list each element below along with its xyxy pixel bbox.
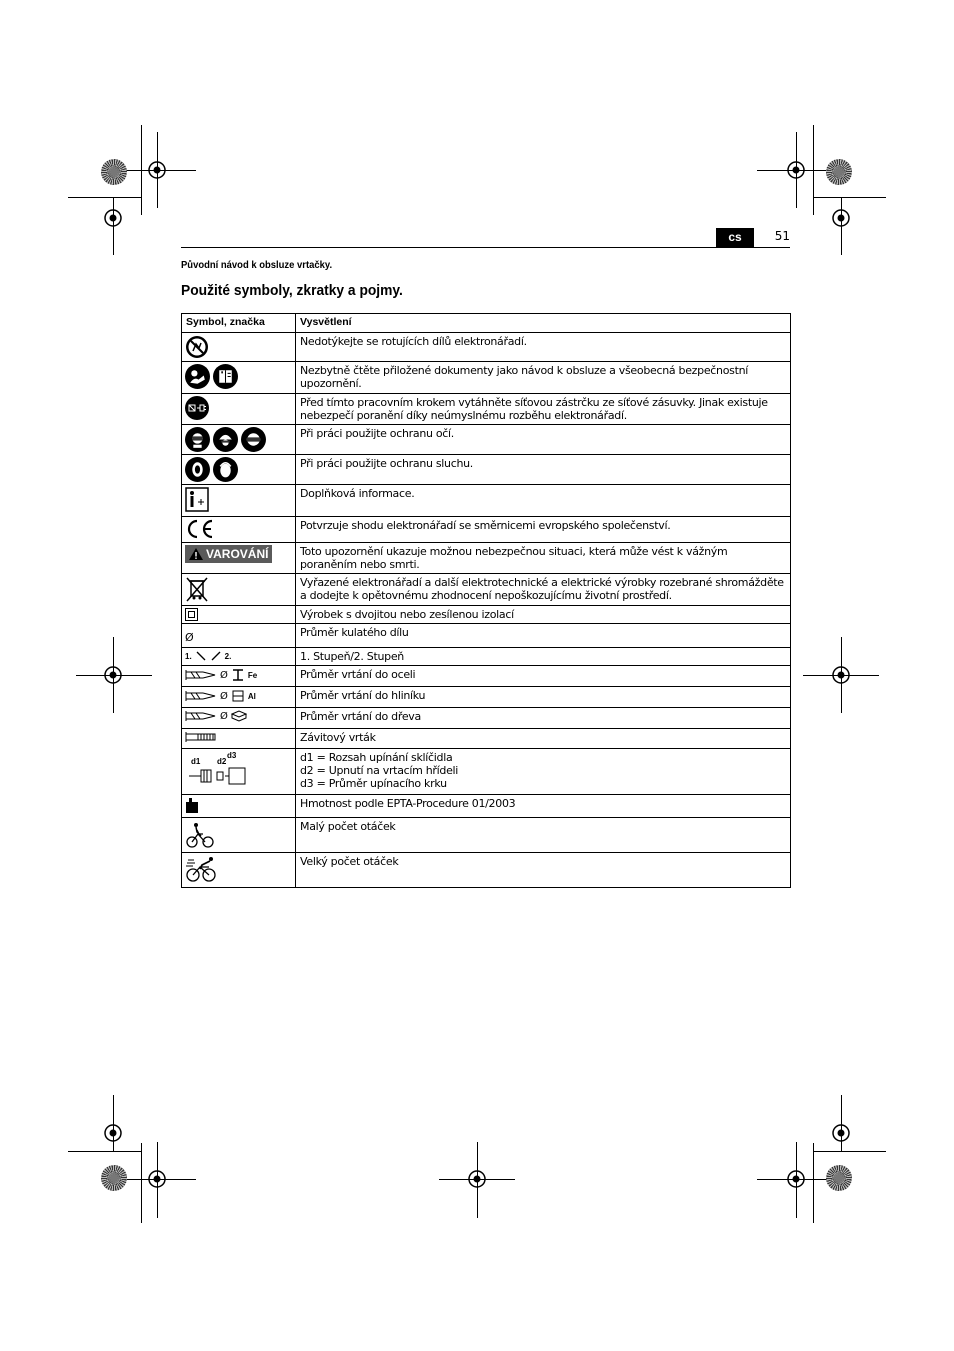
warning-triangle-icon: [189, 548, 203, 560]
info-icon: [185, 487, 209, 512]
table-row: [182, 362, 791, 394]
diameter-glyph: Ø: [220, 690, 228, 702]
d3-label: d3: [227, 751, 237, 760]
row-text: Průměr kulatého dílu: [296, 624, 791, 648]
table-header-row: [182, 314, 791, 333]
thread-tap-icon: [185, 731, 217, 743]
document-subtitle: Původní návod k obsluze vrtačky.: [181, 259, 333, 271]
table-row: [182, 517, 791, 543]
ear-muffs-icon: [213, 457, 238, 482]
no-touch-rotating-icon: [185, 335, 209, 359]
d1-label: d1: [191, 757, 201, 766]
warning-text: VAROVÁNÍ: [206, 547, 269, 561]
stage-1-icon: [195, 650, 207, 662]
table-row: [182, 455, 791, 485]
table-row: [182, 795, 791, 818]
page-number: 51: [774, 229, 790, 243]
row-text: Průměr vrtání do dřeva: [296, 708, 791, 729]
row-text: Výrobek s dvojitou nebo zesílenou izolací: [296, 606, 791, 624]
diameter-glyph: Ø: [220, 669, 228, 681]
d2-label: d2: [217, 757, 227, 766]
ce-mark-icon: [185, 519, 215, 539]
material-label-fe: Fe: [247, 670, 258, 680]
table-row: [182, 624, 791, 648]
table-row: [182, 708, 791, 729]
weight-icon: [185, 797, 199, 813]
safety-goggles-icon: [241, 427, 266, 452]
row-text-line: d1 = Rozsah upínání sklíčidla: [300, 751, 453, 764]
language-tag: cs: [716, 228, 754, 247]
section-heading: Použité symboly, zkratky a pojmy.: [181, 282, 403, 299]
read-manual-person-icon: [185, 364, 210, 389]
fast-cyclist-icon: [185, 855, 217, 883]
steel-beam-icon: [231, 668, 245, 682]
slow-cyclist-icon: [185, 820, 215, 850]
row-text: Potvrzuje shodu elektronářadí se směrnicemi evropského společenství.: [296, 517, 791, 543]
row-text: Při práci použijte ochranu sluchu.: [296, 455, 791, 485]
table-row: [182, 606, 791, 624]
column-header-explanation: Vysvětlení: [296, 314, 791, 333]
drill-bit-icon: [185, 669, 217, 681]
stage-2-label: 2.: [224, 651, 232, 661]
double-insulation-icon: [185, 608, 198, 621]
warning-label: [185, 545, 272, 563]
table-row: [182, 749, 791, 795]
row-text: 1. Stupeň/2. Stupeň: [296, 648, 791, 666]
table-row: [182, 729, 791, 749]
row-text: Nezbytně čtěte přiložené dokumenty jako návod k obsluze a všeobecná bezpečnostní upozornění.: [296, 362, 791, 394]
table-row: [182, 648, 791, 666]
table-row: [182, 574, 791, 606]
row-text: Průměr vrtání do hliníku: [296, 687, 791, 708]
safety-helmet-icon: [213, 427, 238, 452]
wood-icon: [231, 710, 247, 722]
row-text: Malý počet otáček: [296, 818, 791, 853]
table-row: [182, 425, 791, 455]
table-row: [182, 333, 791, 362]
table-row: [182, 687, 791, 708]
hearing-protection-icon: [185, 457, 210, 482]
crossed-bin-icon: [185, 576, 209, 603]
chuck-icon: [187, 765, 249, 787]
row-text: Nedotýkejte se rotujících dílů elektronářadí.: [296, 333, 791, 362]
row-text: Vyřazené elektronářadí a další elektrotechnické a elektrické výrobky rozebrané shromážděte a dodejte k opětovnému zhodnocení nepoškozujícímu životní prostředí.: [296, 574, 791, 606]
material-label-al: Al: [247, 691, 256, 701]
table-row: [182, 394, 791, 425]
row-text: Průměr vrtání do oceli: [296, 666, 791, 687]
face-shield-icon: [185, 427, 210, 452]
diameter-glyph: Ø: [220, 710, 228, 722]
read-manual-book-icon: [213, 364, 238, 389]
aluminium-profile-icon: [231, 689, 245, 703]
row-text-line: d2 = Upnutí na vrtacím hřídeli: [300, 764, 459, 777]
table-row: [182, 543, 791, 574]
stage-1-label: 1.: [185, 651, 192, 661]
row-text: Při práci použijte ochranu očí.: [296, 425, 791, 455]
table-row: [182, 853, 791, 888]
column-header-symbol: Symbol, značka: [182, 314, 296, 333]
header-rule: [181, 247, 790, 248]
row-text: Závitový vrták: [296, 729, 791, 749]
diameter-symbol: Ø: [185, 631, 194, 644]
row-text: Před tímto pracovním krokem vytáhněte síťovou zástrčku ze síťové zásuvky. Jinak existuje nebezpečí poranění díky neúmyslnému rozběhu elektronářadí.: [296, 394, 791, 425]
table-row: [182, 818, 791, 853]
symbols-table: [181, 313, 791, 888]
table-row: [182, 485, 791, 517]
row-text: Velký počet otáček: [296, 853, 791, 888]
drill-bit-icon: [185, 710, 217, 722]
row-text: Toto upozornění ukazuje možnou nebezpečnou situaci, která může vést k vážným poraněním nebo smrti.: [296, 543, 791, 574]
unplug-icon: [185, 396, 209, 420]
row-text-line: d3 = Průměr upínacího krku: [300, 777, 447, 790]
chuck-dimensions-diagram: [185, 751, 249, 791]
table-row: [182, 666, 791, 687]
stage-2-icon: [210, 650, 222, 662]
drill-bit-icon: [185, 690, 217, 702]
row-text: Hmotnost podle EPTA-Procedure 01/2003: [296, 795, 791, 818]
row-text: Doplňková informace.: [296, 485, 791, 517]
